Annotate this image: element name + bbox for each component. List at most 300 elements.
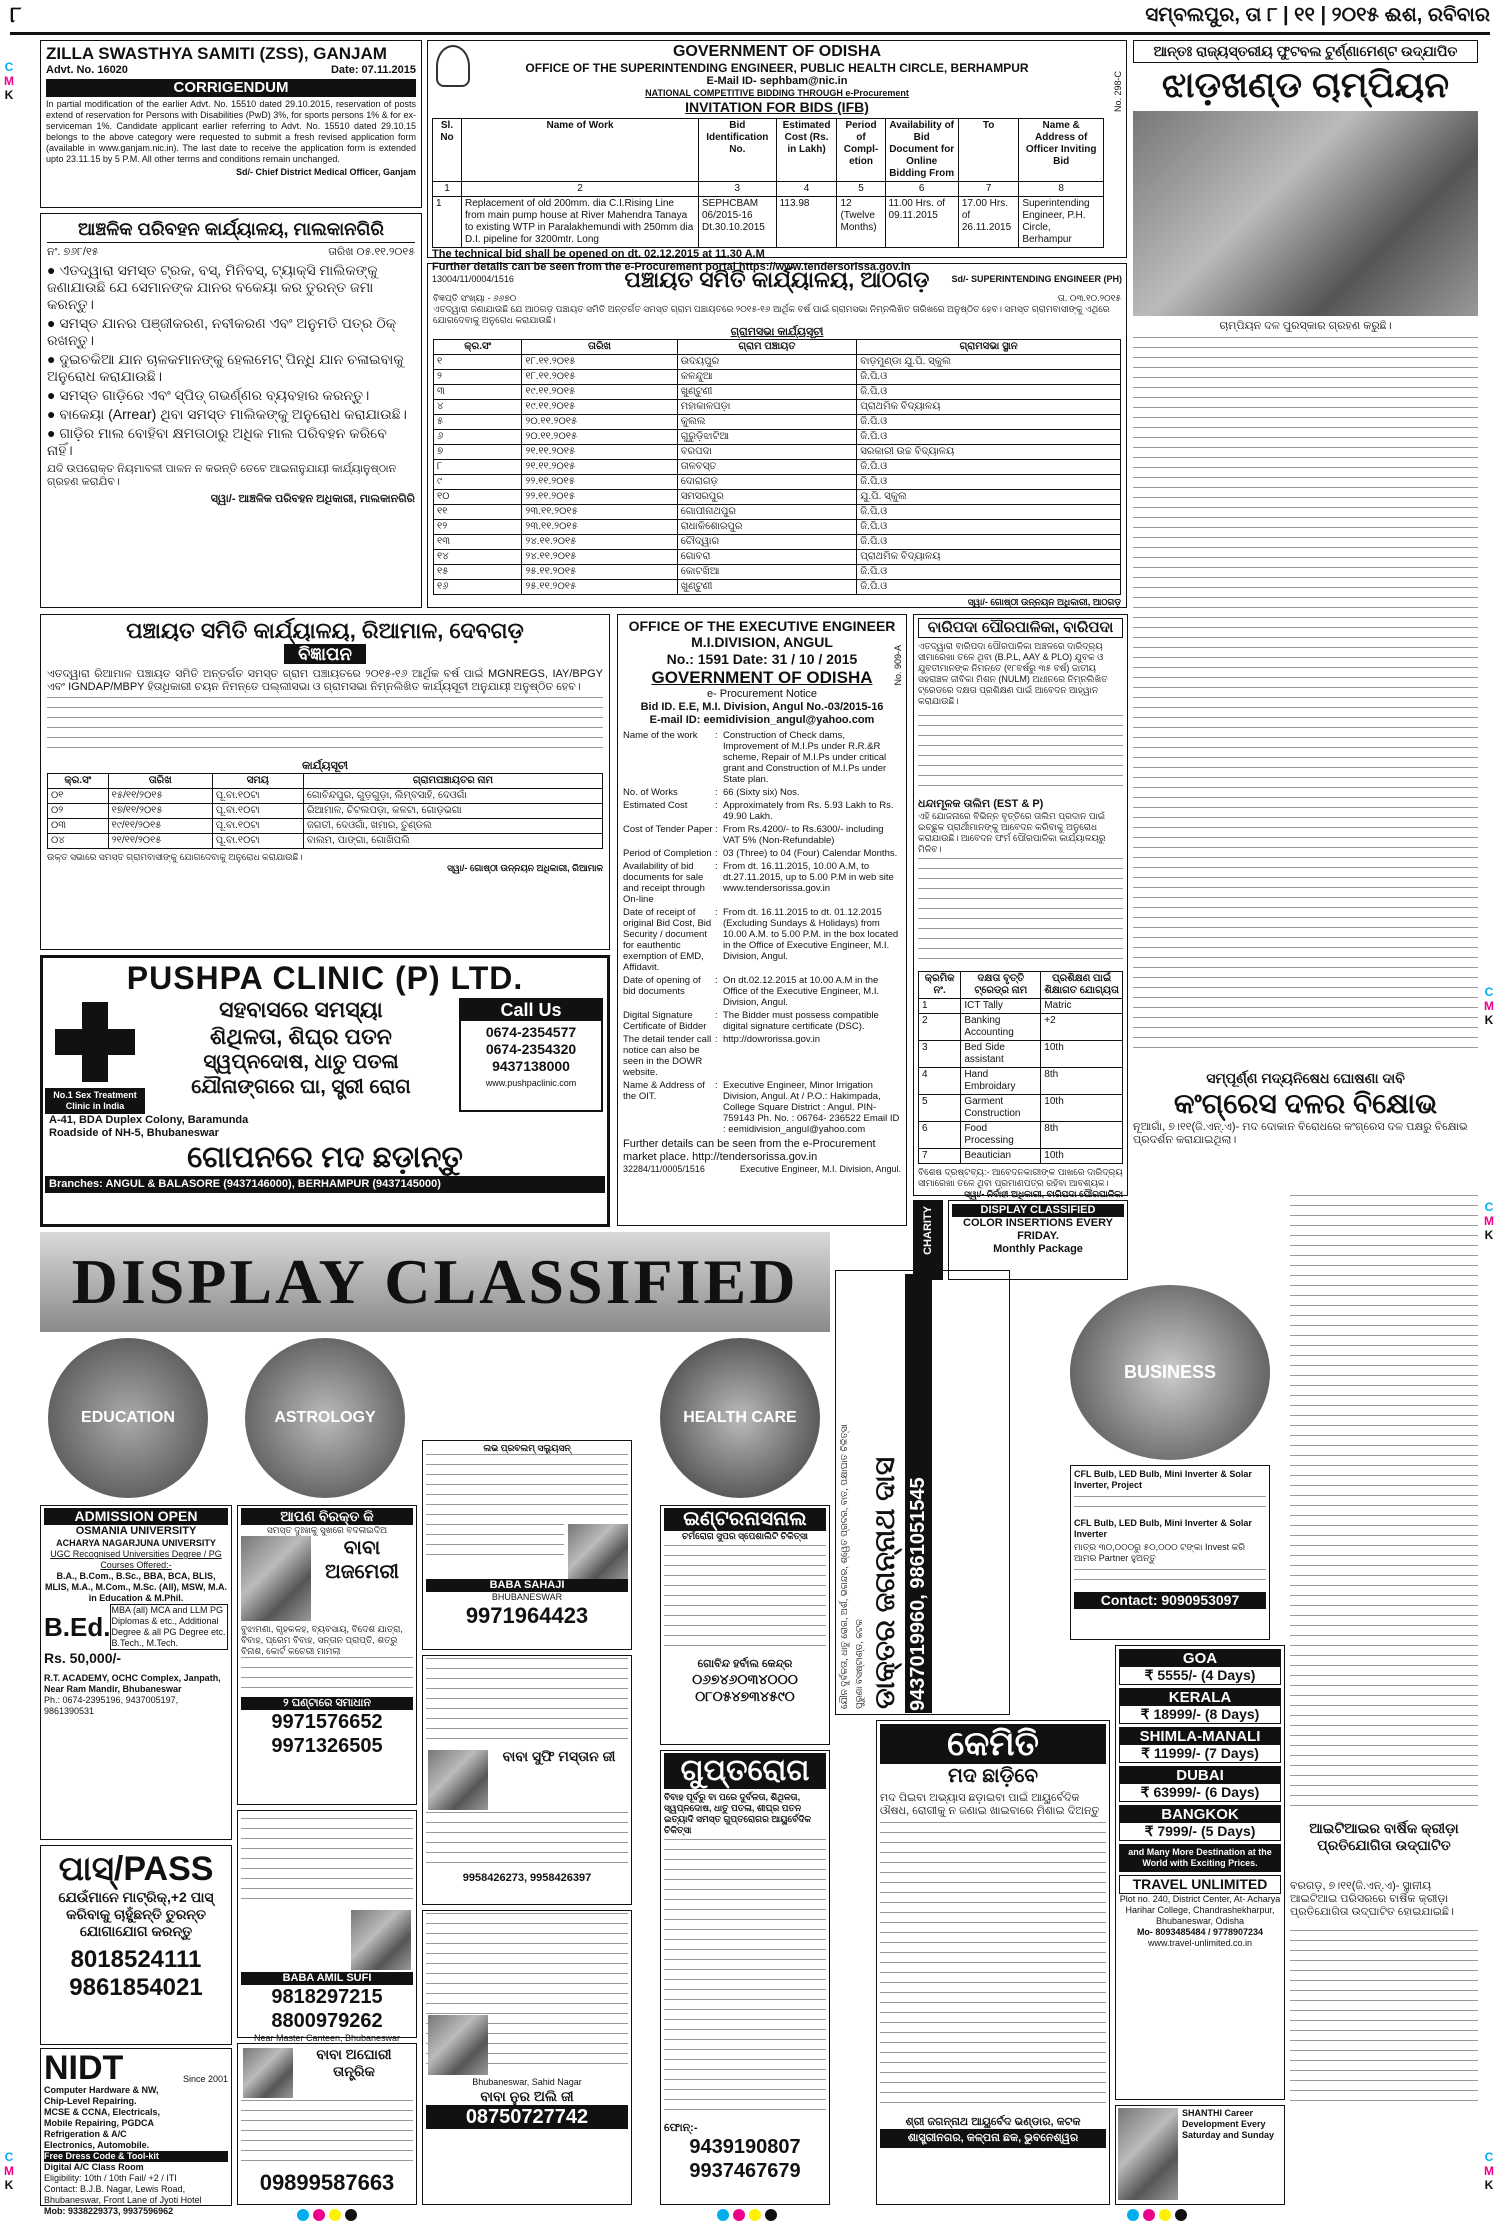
pushpa-clinic-ad [40,955,610,1227]
phc-side-no: No. 298-C [1113,71,1123,113]
riamal-header: କ୍ର.ସଂ [48,774,109,789]
travel-brand: TRAVEL UNLIMITED [1119,1875,1281,1894]
iti-dateline: ବରଗଡ଼, ୭।୧୧(ଜି.ଏନ୍.ଏ)- ସ୍ଥାନୀୟ ଆଇଟିଆଇ ପରିସରରେ ବାର୍ଷିକ କ୍ରୀଡ଼ା ପ୍ରତିଯୋଗିତା ଉଦ୍‌ଘାଟିତ ହୋଇଯାଇଛି। [1290,1880,1454,1918]
baripada-table [918,971,1123,1164]
champion-body-text [1133,337,1478,1057]
travel-item [1119,1649,1281,1685]
angul-row [623,1080,901,1135]
athagarh-sign: ସ୍ୱା/- ଗୋଷ୍ଠୀ ଉନ୍ନୟନ ଅଧିକାରୀ, ଆଠଗଡ଼ [967,597,1121,607]
pushpa-address: A-41, BDA Duplex Colony, Baramunda Roadside of NH-5, Bhubaneswar [49,1114,249,1139]
baripada-cell: Hand Embroidary [961,1068,1041,1095]
baripada-cell: Food Processing [961,1122,1041,1149]
travel-unlimited-ad [1115,1645,1285,2100]
phc-r0: 1 [433,197,462,248]
baripada-cell: 10th [1041,1095,1123,1122]
international-skin-ad [660,1505,830,1745]
travel-addr: Plot no. 240, District Center, At- Acharya Harihar College, Chandrashekharpur, Bhubaneswar, Odisha [1119,1894,1281,1926]
athagarh-cell: ଗୋପୀନାଥପୁର [677,505,857,520]
athagarh-no: ବିଜ୍ଞପ୍ତି ସଂଖ୍ୟା - ୬୬୭୦ [433,293,517,303]
iti-body-text [1290,1930,1478,2110]
angul-rows [623,730,901,1135]
masthead-rule [10,32,1490,35]
sahaji-bbsr: BHUBANESWAR [491,1592,563,1602]
phc-n7: 8 [1019,182,1104,197]
table-row [919,1014,1123,1041]
champion-headline-small: ଆନ୍ତଃ ରାଜ୍ୟସ୍ତରୀୟ ଫୁଟବଲ ଟୁର୍ଣ୍ଣାମେଣ୍ଟ ଉଦ୍‌ଯାପିତ [1133,40,1478,63]
astrology-category [245,1338,405,1498]
athagarh-cell: ୧୫ [434,565,522,580]
athagarh-cell: ୨୫.୧୧.୨୦୧୫ [522,565,677,580]
nidt-l4: Mobile Repairing, PGDCA [44,2118,155,2128]
athagarh-cell: ୫ [434,415,522,430]
cmyk-m: M [4,74,14,88]
color-sub: COLOR INSERTIONS EVERY FRIDAY. [963,1217,1113,1242]
baripada-cell: 10th [1041,1041,1123,1068]
baripada-title: ବାରିପଦା ପୌରପାଳିକା, ବାରିପଦା [918,618,1123,638]
riamal-sub-wrap [47,644,603,665]
cfl-l1: CFL Bulb, LED Bulb, Mini Inverter & Solar Inverter, Project [1074,1469,1252,1490]
angul-row [623,1010,901,1032]
athagarh-cell: ଯୁ.ପି. ସ୍କୁଲ [857,490,1121,505]
cfl-text [1074,1491,1266,1516]
phc-data-row [433,197,1104,248]
cmyk-mark-right-low [1480,1200,1498,1242]
angul-row-colon: : [715,787,718,798]
phc-email: E-Mail ID- sephbam@nic.in [706,75,848,87]
nidt-l2: Chip-Level Repairing. [44,2096,137,2106]
table-row [919,1041,1123,1068]
dot-magenta [1143,2209,1155,2221]
riamal-ad [40,614,610,950]
phc-note1: The technical bid shall be opened on dt. 02.12.2015 at 11.30 A.M [432,248,765,260]
riamal-cell: ବାଲମ, ପାଙ୍ଗା, ଗୋଖିପଲି [303,834,602,849]
riamal-body-text [47,697,603,757]
rto-bullet-0: ● ଏତଦ୍ୱାରା ସମସ୍ତ ଟ୍ରକ, ବସ୍, ମିନିବସ୍, ଟ୍ୟାକ୍ସି ମାଲିକଙ୍କୁ ଜଣାଯାଉଛି ଯେ ସେମାନଙ୍କ ଯାନର ବକେୟା କର ତୁରନ୍ତ ଜମା କରନ୍ତୁ। [47,262,378,312]
table-row [434,550,1121,565]
angul-row-value: The Bidder must possess compatible digital signature certificate (DSC). [723,1010,879,1032]
angul-row-colon: : [715,861,718,872]
kemiti-addr: ଶ୍ରୀ ଜଗନ୍ନାଥ ଆୟୁର୍ବେଦ ଭଣ୍ଡାର, କଟକ [905,2116,1081,2128]
angul-notice: e- Procurement Notice [706,688,818,700]
riamal-cell: ୨୧/୧୧/୨୦୧୫ [108,834,212,849]
athagarh-cell: ମହାକାଳପଡ଼ା [677,400,857,415]
phc-h6: To [958,119,1018,182]
phc-n2: 3 [699,182,777,197]
athagarh-cell: ଗୁରୁଡ଼ିଝାଟିଆ [677,430,857,445]
athagarh-cell: ୨୨.୧୧.୨୦୧୫ [522,490,677,505]
charity-vertical-tab [913,1200,943,1280]
athagarh-cell: କଳନ୍ଦୁଆ [677,370,857,385]
angul-row-label: Digital Signature Certificate of Bidder [623,1010,707,1032]
rto-bullet-text: ସମସ୍ତ ଯାନର ପଞ୍ଜୀକରଣ, ନବୀକରଣ ଏବଂ ଅନୁମତି ପତ୍ର ଠିକ୍ ରଖନ୍ତୁ। [47,315,397,348]
phc-ncb: NATIONAL COMPETITIVE BIDDING THROUGH e-Procurement [645,88,909,98]
angul-row-value: From dt. 16.11.2015 to dt. 01.12.2015 (Excluding Sundays & Holidays) from 10.00 A.M. to 5.00 P.M. in the box located in the Office of Executive Engineer, M.I. Division, Angul. [723,907,899,962]
congress-body-text [1290,1195,1478,1815]
riamal-cell: ୦୩ [48,819,109,834]
cfl-contact: Contact: 9090953097 [1074,1592,1266,1609]
angul-email: E-mail ID: eemidivision_angul@yahoo.com [649,714,875,726]
osmania-bed-row [44,1604,228,1650]
angul-row [623,1034,901,1078]
table-row [434,355,1121,370]
international-doctor: ଗୋବିନ୍ଦ ହର୍ବାଲ କେନ୍ଦ୍ର [697,1658,793,1670]
phc-n1: 2 [462,182,699,197]
tantrik-vertical-ad [835,1270,1010,1715]
champion-caption: ଚାମ୍ପିୟନ ଦଳ ପୁରସ୍କାର ଗ୍ରହଣ କରୁଛି। [1219,320,1392,332]
athagarh-date: ତା. ୦୩.୧୦.୨୦୧୫ [1057,293,1121,303]
kemiti-body-text [880,1822,1106,2112]
display-classified-banner [40,1232,830,1332]
phc-h4: Period of Compl- etion [837,119,885,182]
table-row [434,520,1121,535]
cmyk-mark-right-mid [1480,985,1498,1027]
baba1-list: ବୁଝାମଣା, ଗୃହକଳହ, ବ୍ୟବସାୟ, ବିଦେଶ ଯାତ୍ରା, ବିବାହ, ପ୍ରେମ ବିବାହ, ସନ୍ତାନ ପ୍ରାପ୍ତି, ଶତ୍ରୁ ବିନାଶ, କୋର୍ଟ କଚେରୀ ମାମଲା [241,1624,403,1656]
athagarh-intro: ଏତଦ୍ୱାରା ଜଣାଯାଉଛି ଯେ ଆଠଗଡ଼ ପଞ୍ଚାୟତ ସମିତି ଅନ୍ତର୍ଗତ ସମସ୍ତ ଗ୍ରାମ ପଞ୍ଚାୟତରେ ୨୦୧୫-୧୬ ଆର୍ଥିକ ବର୍ଷ ପାଇଁ ଗ୍ରାମସଭା ନିମ୍ନଲିଖିତ ତାରିଖରେ ଅନୁଷ୍ଠିତ ହେବ। ସମସ୍ତ ଗ୍ରାମବାସୀଙ୍କୁ ଏଥିରେ ଯୋଗଦେବାକୁ ଅନୁରୋଧ କରାଯାଉଛି। [433,304,1110,325]
charity-ad [1115,2105,1285,2205]
athagarh-cell: ଜି.ପି.ଓ [857,475,1121,490]
riamal-cell: ଜଗତୀ, ଦେଓଗାଁ, ଖମାର, ତୁଣ୍ଡଲ [303,819,602,834]
cmyk-k: K [4,2178,14,2192]
athagarh-cell: ୨୫.୧୧.୨୦୧୫ [522,580,677,595]
athagarh-cell: ପ୍ରାଥମିକ ବିଦ୍ୟାଳୟ [857,550,1121,565]
athagarh-cell: ଜି.ପି.ଓ [857,370,1121,385]
angul-row-value: 03 (Three) to 04 (Four) Calendar Months. [723,848,898,859]
angul-row-label: Name & Address of the OIT. [623,1080,705,1102]
angul-row [623,975,901,1008]
pass-phone1: 8018524111 [70,1946,202,1973]
athagarh-cell: ୨୪.୧୧.୨୦୧୫ [522,535,677,550]
tantrik-vertical-phone: 9437019960, 9861051545 [905,1274,932,1713]
angul-row-value: From Rs.4200/- to Rs.6300/- including VAT 5% (Non-Refundable) [723,824,884,846]
baba-aghori-text [241,2100,413,2170]
baripada-cell: 8th [1041,1068,1123,1095]
table-row [434,445,1121,460]
athagarh-cell: ୧୯.୧୧.୨୦୧୫ [522,385,677,400]
gupta-phone2: 9937467679 [689,2160,801,2182]
table-row [434,460,1121,475]
sufi-text [426,1658,628,1748]
dot-cyan [1127,2209,1139,2221]
athagarh-header-row [434,340,1121,355]
table-row [434,565,1121,580]
angul-row-colon: : [715,1034,718,1045]
champion-story [1133,40,1478,1065]
pushpa-bottom: ଗୋପନରେ ମଦ ଛଡ଼ାନ୍ତୁ [187,1141,463,1174]
noor-photo [428,2015,488,2075]
athagarh-cell: ୨୩.୧୧.୨୦୧୫ [522,505,677,520]
travel-place: BANGKOK [1120,1806,1280,1823]
athagarh-cell: ୬ [434,430,522,445]
baba1-solve: ୨ ଘଣ୍ଟାରେ ସମାଧାନ [241,1697,413,1710]
table-row [434,385,1121,400]
kemiti-sub: ମଦ ଛାଡ଼ିବେ [948,1765,1038,1787]
angul-row [623,787,901,798]
athagarh-cell: ଖୁଣ୍ଟୁଣୀ [677,580,857,595]
phc-r1: Replacement of old 200mm. dia C.I.Rising Line from main pump house at River Mahendra Tanaya to existing WTP in Paralakhemundi with 250mm dia D.I. pipeline for 3200mtr. Long [462,197,699,248]
osmania-admission-ad [40,1505,232,1840]
riamal-schedule: କାର୍ଯ୍ୟସୂଚୀ [302,760,348,772]
athagarh-cell: ୧୯.୧୧.୨୦୧୫ [522,400,677,415]
cmyk-c: C [1484,985,1494,999]
baripada-cell: 5 [919,1095,961,1122]
dot-yellow [749,2209,761,2221]
angul-row-colon: : [715,1080,718,1091]
phc-h1: Name of Work [462,119,699,182]
rto-bullet-text: ଏତଦ୍ୱାରା ସମସ୍ତ ଟ୍ରକ, ବସ୍, ମିନିବସ୍, ଟ୍ୟାକ୍ସି ମାଲିକଙ୍କୁ ଜଣାଯାଉଛି ଯେ ସେମାନଙ୍କ ଯାନର ବକେୟା କର ତୁରନ୍ତ ଜମା କରନ୍ତୁ। [47,262,378,312]
rto-bullet-text: ଦୁଇଚକିଆ ଯାନ ଚାଳକମାନଙ୍କୁ ହେଲମେଟ୍ ପିନ୍ଧି ଯାନ ଚଳାଇବାକୁ ଅନୁରୋଧ କରାଯାଉଛି। [47,351,404,384]
angul-row [623,848,901,859]
travel-price: ₹ 11999/- (7 Days) [1141,1745,1259,1761]
athagarh-cell: ଜି.ପି.ଓ [857,520,1121,535]
phc-sign: Sd/- SUPERINTENDING ENGINEER (PH) [951,274,1122,284]
baripada-cell: 1 [919,999,961,1014]
cfl-bulb-ad [1070,1465,1270,1640]
nidt-l5: Refrigeration & A/C [44,2129,127,2139]
angul-row-value: Approximately from Rs. 5.93 Lakh to Rs. 49.90 Lakh. [723,800,894,822]
baripada-cell: Garment Construction [961,1095,1041,1122]
riamal-cell: ୧୫/୧୧/୨୦୧୫ [108,789,212,804]
osmania-phone: Ph.: 0674-2395196, 9437005197, 9861390531 [44,1695,179,1716]
athagarh-cell: ଜି.ପି.ଓ [857,565,1121,580]
athagarh-cell: ୩ [434,385,522,400]
baba-amil-phone-1: 8800979262 [271,2010,383,2032]
table-row [48,834,603,849]
nidt-l8: Digital A/C Class Room [44,2162,144,2172]
table-row [919,1122,1123,1149]
rto-bullet-text: ସମସ୍ତ ଗାଡ଼ିରେ ଏବଂ ସ୍ପିଡ୍ ଗଭର୍ଣ୍ଣର ବ୍ୟବହାର କରନ୍ତୁ। [59,387,370,403]
pushpa-left [45,996,145,1114]
baba-amil-phone-0: 9818297215 [271,1986,383,2008]
health-care-label: HEALTH CARE [683,1409,797,1426]
athagarh-cell: କୋଟଖିଆ [677,565,857,580]
color-sub2: Monthly Package [993,1243,1083,1255]
sufi-name: ବାବା ସୁଫି ମସ୍ତାନ ଜୀ [502,1748,616,1764]
angul-row-colon: : [715,848,718,859]
angul-bid: Bid ID. E.E, M.I. Division, Angul No.-03/2015-16 [640,701,884,713]
angul-row [623,861,901,905]
phc-n5: 6 [885,182,958,197]
table-row [434,580,1121,595]
phc-office: OFFICE OF THE SUPERINTENDING ENGINEER, PUBLIC HEALTH CIRCLE, BERHAMPUR [525,61,1029,75]
angul-row-value: Executive Engineer, Minor Irrigation Division, Angul. At / P.O.: Hakimpada, College Square District : Angul. PIN-759143 Ph. No. : 06764- 236522 Email ID : eemidivision_angul@yahoo.com [723,1080,900,1135]
rto-no: ନଂ. ୭୬୮/୧୫ [47,246,99,258]
phc-code: 13004/11/0004/1516 [432,274,514,284]
pushpa-title: PUSHPA CLINIC (P) LTD. [126,960,524,996]
page-number: ୮ [10,2,22,27]
color-insertion-ad [948,1200,1128,1280]
registration-dots-2 [715,2208,779,2226]
athagarh-cell: ସମସରପୁର [677,490,857,505]
rto-bullet-5: ● ଗାଡ଼ିର ମାଲ ବୋହିବା କ୍ଷମତାଠାରୁ ଅଧିକ ମାଲ ପରିବହନ କରିବେ ନାହିଁ। [47,425,387,458]
travel-phone: Mo- 8093485484 / 9778907234 [1136,1927,1264,1937]
pushpa-branches: Branches: ANGUL & BALASORE (9437146000), BERHAMPUR (9437145000) [45,1176,605,1193]
riamal-table [47,773,603,849]
table-row [48,804,603,819]
dot-magenta [733,2209,745,2221]
athagarh-header: ତାରିଖ [522,340,677,355]
athagarh-cell: ୧୮.୧୧.୨୦୧୫ [522,370,677,385]
osmania-mba: MBA (all) MCA and LLM PG Diplomas & etc., Additional Degree & all PG Degree etc. B.Tech., M.Tech. [110,1604,228,1650]
athagarh-header: ଗ୍ରାମ ପଞ୍ଚାୟତ [677,340,857,355]
athagarh-cell: ଜି.ପି.ଓ [857,430,1121,445]
pass-ad [40,1845,232,2045]
congress-dateline: ନୂଆଗାଁ, ୭।୧୧(ଜି.ଏନ୍.ଏ)- ମଦ ଦୋକାନ ବିରୋଧରେ କଂଗ୍ରେସ ଦଳ ପକ୍ଷରୁ ବିକ୍ଷୋଭ ପ୍ରଦର୍ଶନ କରାଯାଇଥିଲା। [1133,1121,1468,1146]
osmania-ugc: UGC Recognised Universities Degree / PG Courses Offered:- [50,1549,222,1570]
baba-aghori-ad [237,2043,417,2205]
health-care-category [660,1338,820,1498]
noor-loc: Bhubaneswar, Sahid Nagar [472,2077,582,2087]
angul-row-label: The detail tender call notice can also be seen in the DOWR website. [623,1034,712,1078]
athagarh-cell: ଖୁଣ୍ଟୁଣୀ [677,385,857,400]
athagarh-cell: ୨୧.୧୧.୨୦୧୫ [522,460,677,475]
pushpa-badge: No.1 Sex Treatment Clinic in India [45,1088,145,1114]
travel-web: www.travel-unlimited.co.in [1147,1938,1253,1948]
baripada-cell: Banking Accounting [961,1014,1041,1041]
baripada-header: କ୍ରମିକ ନଂ. [919,972,961,999]
baba1-phone-0: 9971576652 [271,1711,383,1733]
rto-malkangiri-ad [40,213,422,608]
nidt-ad [40,2048,232,2216]
medical-cross-icon [55,1002,135,1082]
angul-footer [623,1164,901,1175]
sahaji-text [426,1454,628,1524]
riamal-cell: ପୂ.ବା.୧୦ଟା [212,834,303,849]
nidt-l3: MCSE & CCNA, Electricals, [44,2107,161,2117]
table-row [434,415,1121,430]
charity-photo [1118,2108,1178,2200]
rto-no-row [47,246,415,259]
cmyk-k: K [1484,2178,1494,2192]
athagarh-cell: ଚୌଦ୍ୱାର [677,535,857,550]
phc-r4: 12 (Twelve Months) [837,197,885,248]
noor-text [426,1913,628,2013]
travel-place: GOA [1120,1650,1280,1667]
cmyk-m: M [4,2164,14,2178]
gupta-title: ଗୁପ୍ତରୋଗ [664,1753,826,1789]
athagarh-cell: ଉଦୟପୁର [677,355,857,370]
angul-row-colon: : [715,730,718,741]
cmyk-mark-left-top [0,60,18,102]
table-row [434,370,1121,385]
athagarh-cell: ୨୩.୧୧.୨୦୧୫ [522,520,677,535]
baripada-sub: ଧନ୍ଦାମୂଳକ ତାଲିମ (EST & P) [918,798,1044,810]
athagarh-subtitle: ଗ୍ରାମସଭା କାର୍ଯ୍ୟସୂଚୀ [730,326,824,338]
athagarh-cell: ତାଳବସ୍ତ [677,460,857,475]
phc-note2: Further details can be seen from the e-Procurement portal https://www.tendersorissa.gov.in [432,261,911,273]
table-row [434,535,1121,550]
travel-item [1119,1727,1281,1763]
dot-black [765,2209,777,2221]
osmania-uni2: ACHARYA NAGARJUNA UNIVERSITY [56,1538,216,1548]
rto-bullet-text: ଗାଡ଼ିର ମାଲ ବୋହିବା କ୍ଷମତାଠାରୁ ଅଧିକ ମାଲ ପରିବହନ କରିବେ ନାହିଁ। [47,425,387,458]
champion-headline: ଝାଡ଼ଖଣ୍ଡ ଚାମ୍ପିୟନ [1161,64,1450,105]
table-row [434,490,1121,505]
table-row [434,430,1121,445]
angul-row [623,730,901,785]
angul-title: OFFICE OF THE EXECUTIVE ENGINEER [628,618,896,634]
phc-n3: 4 [776,182,837,197]
athagarh-cell: ୧୩ [434,535,522,550]
table-row [48,819,603,834]
travel-price: ₹ 5555/- (4 Days) [1144,1667,1256,1683]
angul-row-colon: : [715,824,718,835]
athagarh-title: ପଞ୍ଚାୟତ ସମିତି କାର୍ଯ୍ୟାଳୟ, ଆଠଗଡ଼ [624,267,930,292]
riamal-header: ସମୟ [212,774,303,789]
riamal-header: ତାରିଖ [108,774,212,789]
nidt-since: Since 2001 [182,2074,228,2084]
riamal-cell: ପୂ.ବା.୧୦ଟା [212,804,303,819]
athagarh-cell: କୁଲଲ [677,415,857,430]
zss-sign: Sd/- Chief District Medical Officer, Ganjam [235,167,416,177]
cmyk-k: K [1484,1228,1494,1242]
angul-side-no: No. 909-A [893,645,903,686]
sahaji-name: BABA SAHAJI [426,1579,628,1592]
athagarh-cell: ଜି.ପି.ଓ [857,580,1121,595]
phc-h5: Availability of Bid Document for Online Bidding From [885,119,958,182]
angul-row-value: http://dowrorissa.gov.in [723,1034,820,1045]
baba-aghori-photo [243,2048,293,2098]
athagarh-cell: ୨୨.୧୧.୨୦୧୫ [522,475,677,490]
baba-sahaji-ad [422,1440,632,1650]
baripada-cell: +2 [1041,1014,1123,1041]
pushpa-right [459,998,603,1112]
phc-r3: 113.98 [776,197,837,248]
nidt-head [44,2051,228,2085]
travel-price: ₹ 18999/- (8 Days) [1140,1706,1260,1722]
phc-number-row [433,182,1104,197]
tantrik-vertical-addr: ପୁରୁଣା ବସଷ୍ଟାଣ୍ଡ, କଟକ [854,1619,864,1709]
congress-headline: କଂଗ୍ରେସ ଦଳର ବିକ୍ଷୋଭ [1173,1088,1438,1119]
athagarh-cell: ୧୦ [434,490,522,505]
tantrik-vertical-text: ଯୌନ ଦୁର୍ବଳତା, ଧାତୁ ରୋଗ, ଅର୍ଶ, ଭଗନ୍ଦର, ଶ୍ୱେତ ପ୍ରଦର, ବାତ, ପକ୍ଷାଘାତ ଚିକିତ୍ସା [839,1424,849,1709]
astrology-label: ASTROLOGY [274,1409,376,1426]
sufi-photo [428,1750,488,1810]
baripada-ad [913,614,1128,1199]
registration-dots-1 [295,2208,359,2226]
athagarh-table [433,339,1121,595]
angul-gov: GOVERNMENT OF ODISHA [651,668,873,687]
baba1-top: ଆପଣ ବିରକ୍ତ କି [241,1508,413,1525]
baba1-name: ବାବା ଅଜମେରୀ [324,1537,400,1583]
dot-magenta [313,2209,325,2221]
business-category [1070,1285,1270,1460]
color-title: DISPLAY CLASSIFIED [952,1204,1124,1217]
osmania-open: ADMISSION OPEN [44,1508,228,1525]
baba1-row [241,1536,413,1621]
kemiti-text: ମଦ ପିଇବା ଅଭ୍ୟାସ ଛଡ଼ାଇବା ପାଇଁ ଆୟୁର୍ବେଦିକ ଔଷଧ, ରୋଗୀକୁ ନ ଜଣାଇ ଖାଇବାରେ ମିଶାଇ ଦିଅନ୍ତୁ [880,1792,1100,1817]
angul-row [623,907,901,973]
cmyk-c: C [4,60,14,74]
rto-bullet-4: ● ବାକେୟା (Arrear) ଥିବା ସମସ୍ତ ମାଲିକଙ୍କୁ ଅନୁରୋଧ କରାଯାଉଛି। [47,406,407,422]
registration-dots-3 [1125,2208,1189,2226]
cfl-text2 [1074,1564,1266,1589]
baripada-cell: 7 [919,1149,961,1164]
phc-h2: Bid Identification No. [699,119,777,182]
athagarh-cell: ଜି.ପି.ଓ [857,460,1121,475]
pass-title: ପାସ୍/PASS [58,1850,214,1888]
riamal-cell: ଗୋବିନ୍ଦପୁର, ଗୁଡ଼ଗୁଡ଼ା, ଲିମ୍ବସାହି, ଦେଓଗାଁ [303,789,602,804]
noor-phone: 08750727742 [426,2105,628,2129]
athagarh-cell: ଜି.ପି.ଓ [857,385,1121,400]
baripada-header: ଦକ୍ଷତା ବୃତ୍ତି ଟ୍ରେଡ୍‌ର ନାମ [961,972,1041,999]
baripada-body: ଏତଦ୍ୱାରା ବାରିପଦା ପୌରପାଳିକା ଅଞ୍ଚଳରେ ଦାରିଦ୍ର୍ୟ ସୀମାରେଖା ତଳେ ଥିବା (B.P.L, AAY & PLO) ଯୁବକ ଓ ଯୁବତୀମାନଙ୍କ ନିମନ୍ତେ (୧୮ବର୍ଷରୁ ୩୫ ବର୍ଷ) ଜାତୀୟ ସହରାଞ୍ଚଳ ଜୀବିକା ମିଶନ (NULM) ଅଧୀନରେ ନିମ୍ନଲିଖିତ ଟ୍ରେଡରେ ଦକ୍ଷତା ପ୍ରଶିକ୍ଷଣ ପାଇଁ ଆବେଦନ ଆହ୍ୱାନ କରାଯାଉଛି। [918,641,1108,706]
nidt-l9: Eligibility: 10th / 10th Fail/ +2 / ITI [44,2173,177,2183]
athagarh-cell: ୧୨ [434,520,522,535]
zss-advt: Advt. No. 16020 [46,64,128,76]
angul-row [623,824,901,846]
cmyk-k: K [1484,1013,1494,1027]
pushpa-web: www.pushpaclinic.com [485,1078,577,1088]
